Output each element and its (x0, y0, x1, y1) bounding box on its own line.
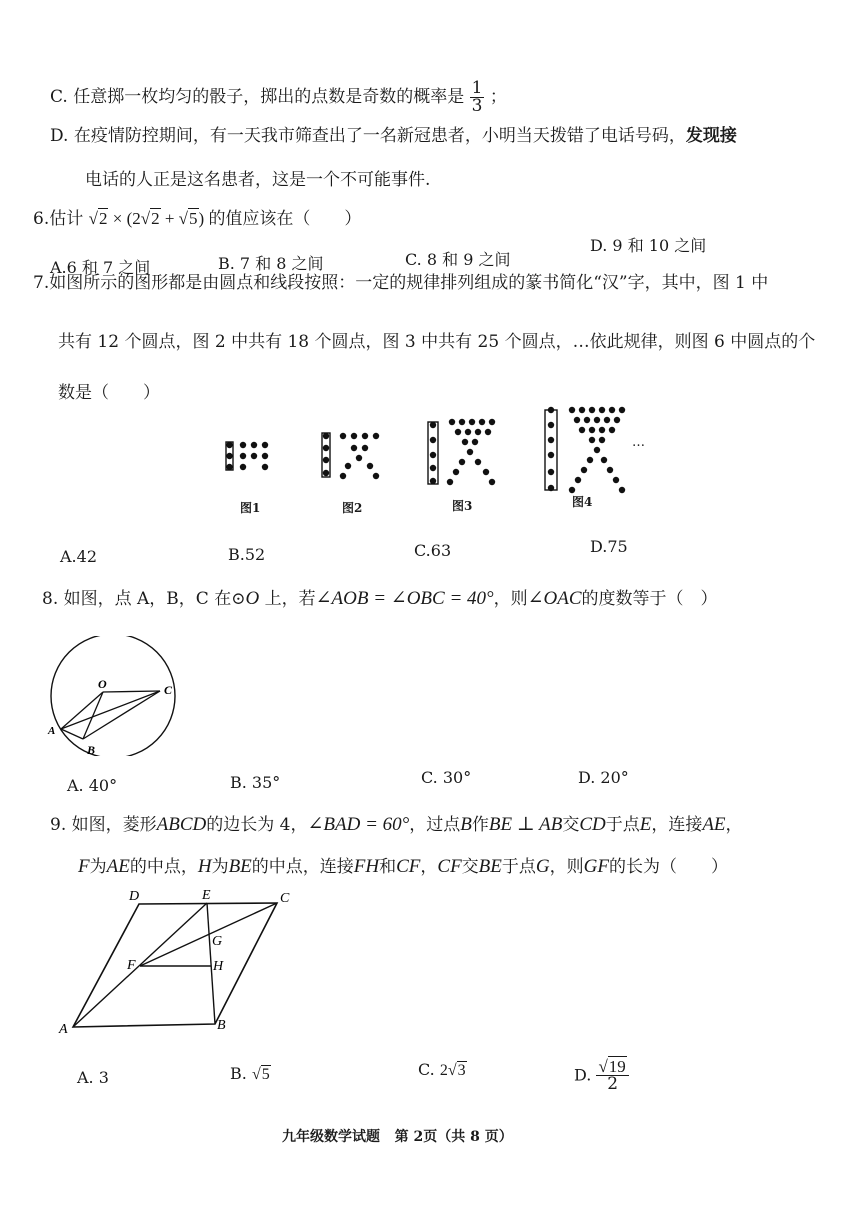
label-o: O (98, 677, 107, 691)
caption-figure-2: 图2 (342, 501, 363, 515)
q6-option-d: D. 9 和 10 之间 (590, 236, 707, 255)
label-b-rhombus: B (217, 1018, 226, 1033)
label-e: E (202, 888, 211, 903)
q6-option-a: A.6 和 7 之间 (50, 258, 151, 277)
question-9-line1: 9. 如图，菱形ABCD的边长为 4，∠BAD = 60°，过点B作BE ⊥ AB交CD于点E，连接AE， (50, 814, 743, 835)
page-footer (282, 1130, 513, 1144)
label-g: G (212, 934, 223, 949)
figure-2 (322, 433, 379, 479)
page-number: 第 2页（共 8 页） (394, 1129, 513, 1145)
caption-figure-4: 图4 (572, 495, 593, 509)
q8-angles: ∠AOB = ∠OBC = 40° (315, 588, 494, 609)
rhombus-figure (55, 885, 335, 1035)
q8-option-c: C. 30° (421, 768, 472, 787)
label-c-rhombus: C (280, 891, 290, 906)
label-a-rhombus: A (59, 1022, 68, 1035)
label-a: A (48, 725, 56, 737)
question-7-line1: 7.如图所示的图形都是由圆点和线段按照：一定的规律排列组成的篆书简化“汉”字，其中，图 1 中 (33, 273, 769, 293)
circle-figure (40, 636, 230, 756)
label-b: B (87, 743, 96, 756)
question-9-line2: F为AE的中点，H为BE的中点，连接FH和CF，CF交BE于点G，则GF的长为（ ） (78, 856, 728, 877)
figure-1 (226, 442, 268, 470)
label-c: C (164, 683, 173, 697)
q8-option-a: A. 40° (67, 776, 118, 795)
q9-option-d: D. $\frac{√19}{2}$ (574, 1058, 629, 1093)
question-7-line3: 数是（ ） (58, 383, 160, 403)
caption-figure-1: 图1 (240, 501, 261, 515)
question-7-line2: 共有 12 个圆点，图 2 中共有 18 个圆点，图 3 中共有 25 个圆点，…依此规律，则图 6 中圆点的个 (58, 332, 816, 352)
q8-option-b: B. 35° (230, 773, 281, 792)
label-d: D (129, 889, 140, 904)
figure-ellipsis: … (632, 435, 645, 450)
q6-expression: √2 × (2√2 + √5) (88, 209, 205, 228)
label-f: F (127, 958, 136, 973)
label-h: H (213, 959, 224, 974)
option-c-text: C. 任意掷一枚均匀的骰子，掷出的点数是奇数的概率是 (50, 87, 465, 107)
footer-title: 九年级数学试题 (282, 1129, 380, 1145)
fraction-one-third: $\frac{1}{3}$ (471, 78, 483, 116)
question-6: 6.估计 √2 × (2√2 + √5) 的值应该在（ ） (33, 209, 362, 229)
q7-option-c: C.63 (414, 541, 452, 560)
figure-3 (428, 419, 495, 485)
q7-option-d: D.75 (590, 537, 628, 556)
option-d-line1: D. 在疫情防控期间，有一天我市筛查出了一名新冠患者，小明当天拨错了电话号码，发现接 (50, 126, 737, 146)
q8-option-d: D. 20° (578, 768, 629, 787)
dot-pattern-figures (0, 400, 860, 530)
figure-4 (545, 407, 625, 493)
q6-option-c: C. 8 和 9 之间 (405, 250, 511, 269)
q7-option-b: B.52 (228, 545, 266, 564)
q9-option-a: A. 3 (77, 1068, 109, 1087)
q6-option-b: B. 7 和 8 之间 (218, 254, 324, 273)
caption-figure-3: 图3 (452, 499, 473, 513)
q7-option-a: A.42 (60, 547, 97, 566)
q9-option-c: C. 2√3 (418, 1060, 466, 1079)
q9-option-d-fraction: $\frac{√19}{2}$ (596, 1058, 628, 1093)
q9-option-b: B. √5 (230, 1064, 270, 1083)
option-d-line2: 电话的人正是这名患者，这是一个不可能事件. (85, 170, 431, 190)
question-8: 8. 如图，点 A，B，C 在⊙O 上，若∠AOB = ∠OBC = 40°，则∠OAC的度数等于（ ） (42, 588, 718, 609)
option-c: C. 任意掷一枚均匀的骰子，掷出的点数是奇数的概率是 $\frac{1}{3}$ ； (50, 78, 507, 116)
